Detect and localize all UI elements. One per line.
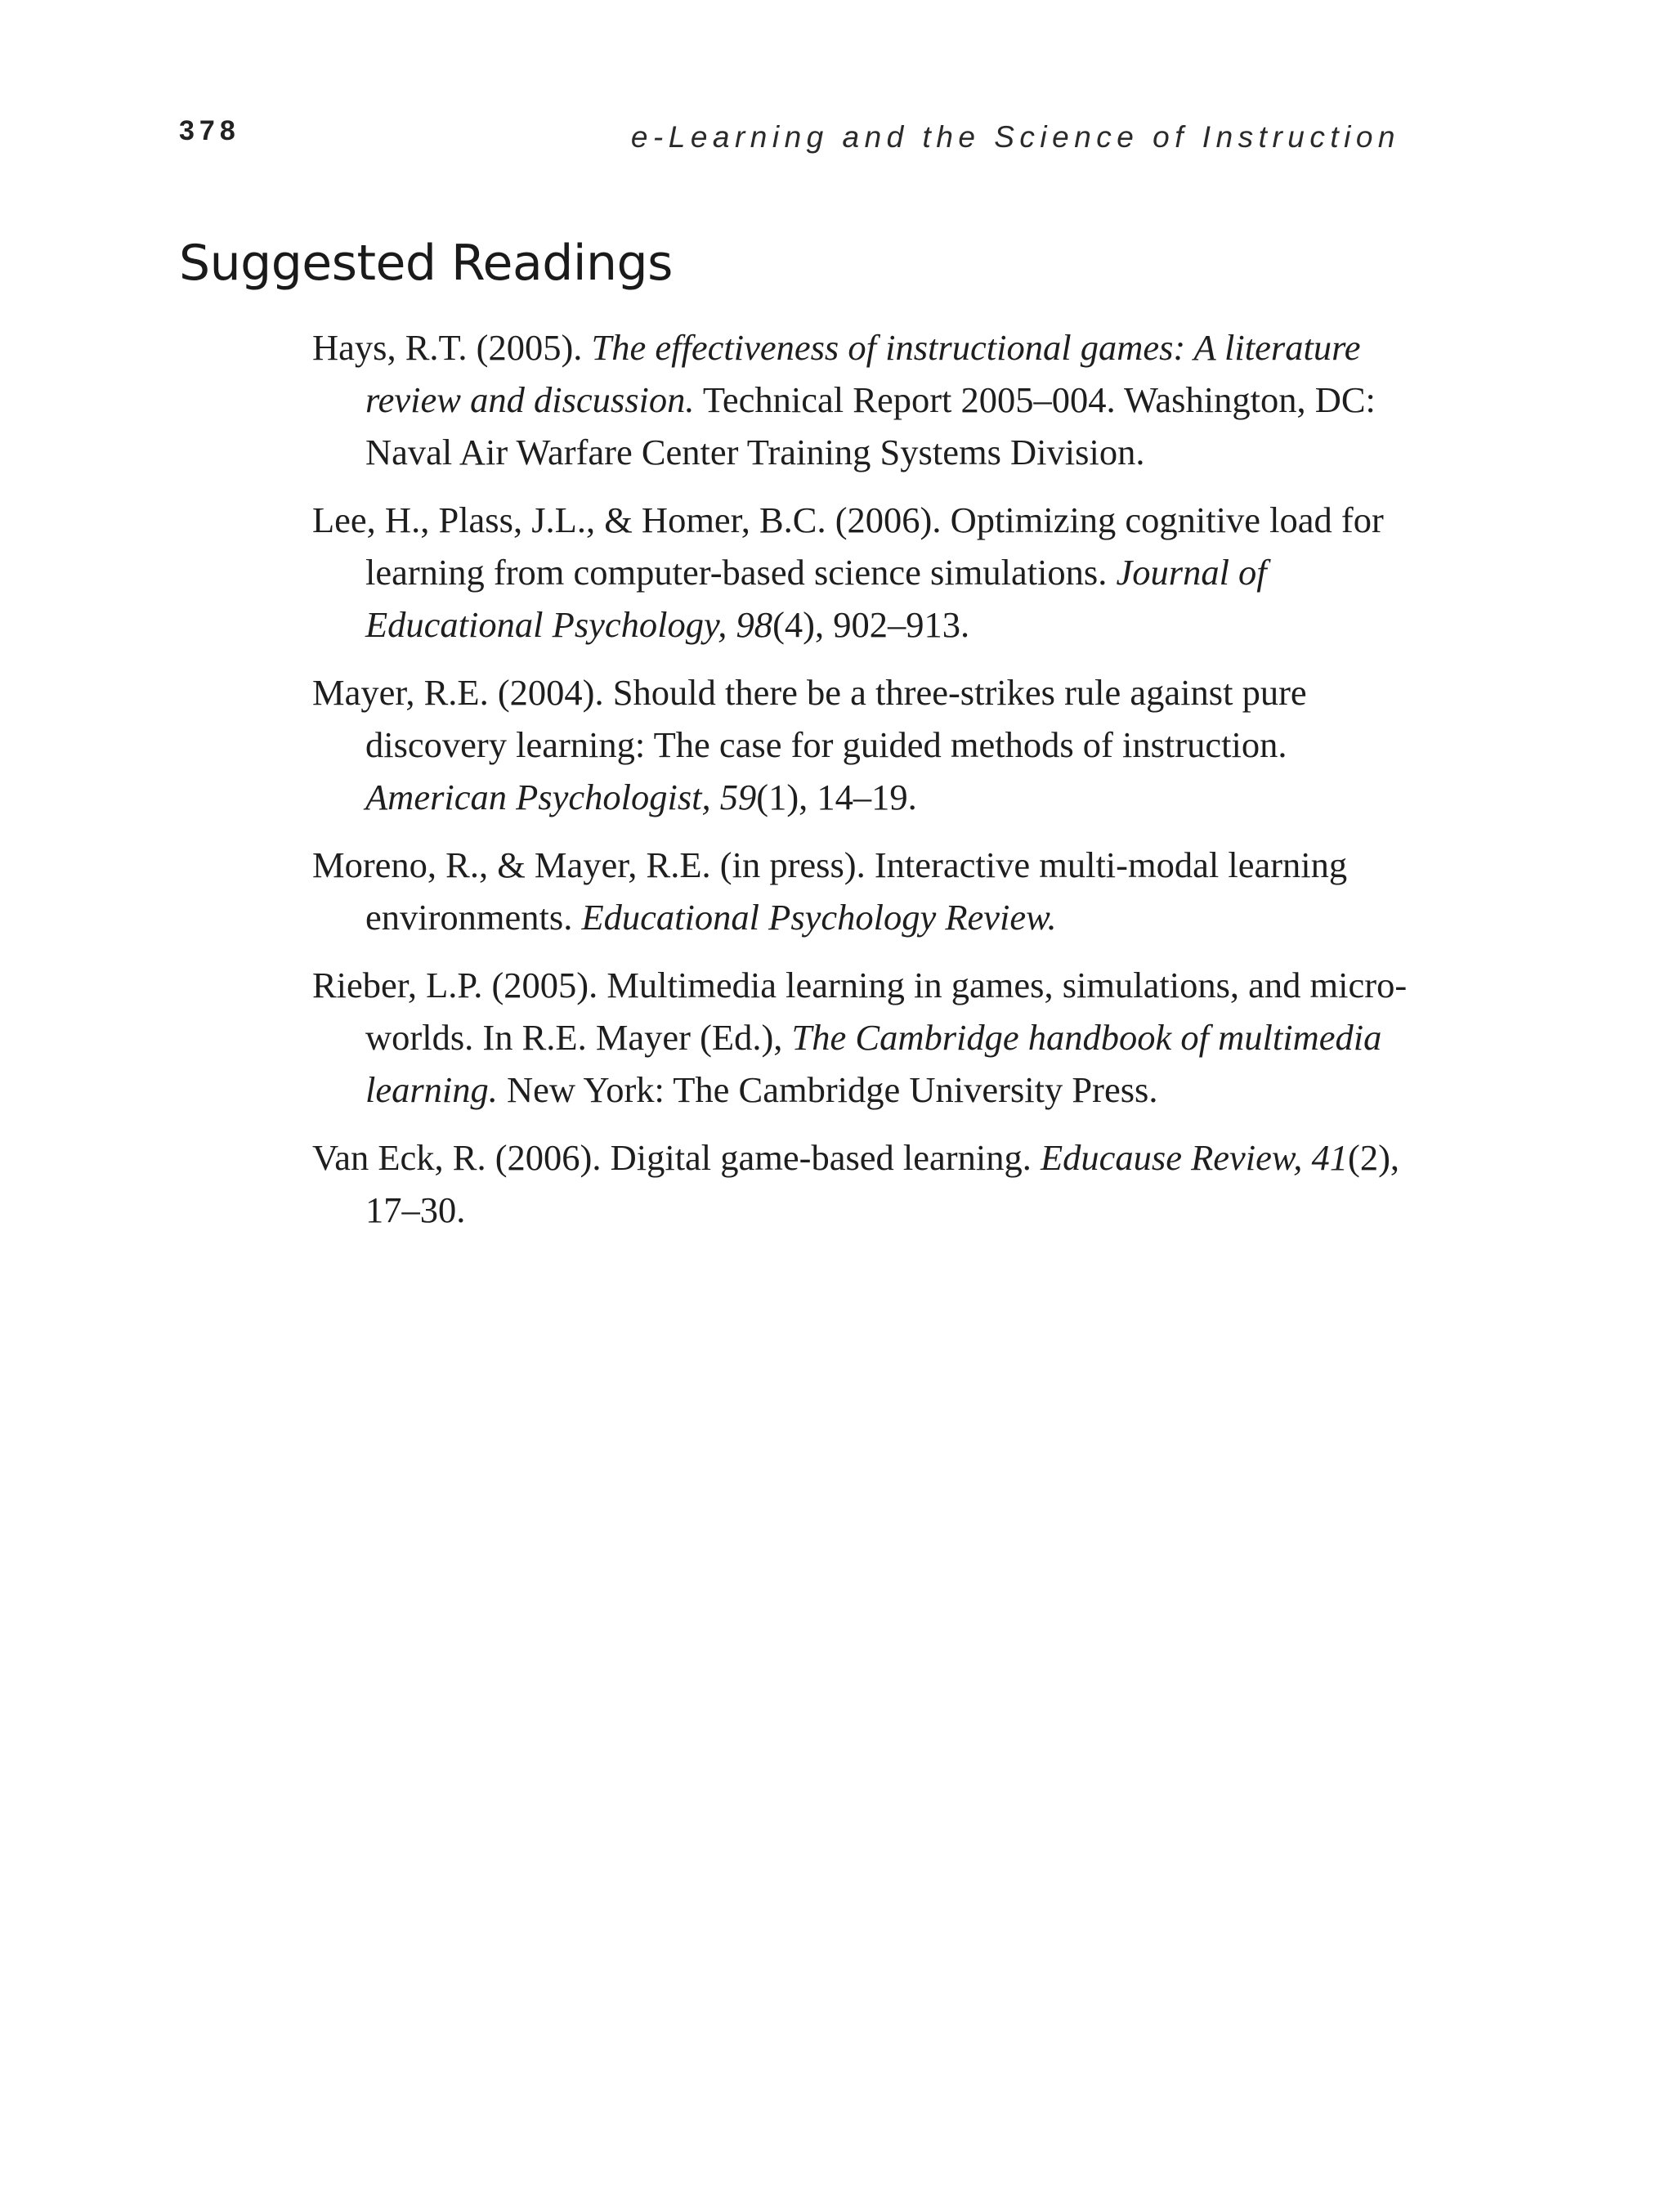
- reference-item-hays: [312, 321, 1408, 478]
- reference-journal: American Psychologist, 59: [365, 777, 757, 817]
- running-head: e-Learning and the Science of Instruction: [630, 120, 1400, 154]
- section-title: Suggested Readings: [179, 235, 673, 292]
- reference-authors: Rieber, L.P. (2005). Multimedia learning in games, simulations, and micro-worlds. In R.E. Mayer (Ed.),: [312, 965, 1408, 1058]
- reference-authors: Hays, R.T. (2005).: [312, 327, 592, 368]
- reference-pages: (1), 14–19.: [756, 777, 917, 817]
- reference-pages: (2), 17–30.: [365, 1137, 1400, 1230]
- reference-title: The effectiveness of instructional games: A literature review and discussion.: [365, 327, 1361, 420]
- reference-publisher: New York: The Cambridge University Press.: [497, 1069, 1158, 1110]
- reference-authors: Moreno, R., & Mayer, R.E. (in press). Interactive multi-modal learning environments.: [312, 844, 1348, 938]
- reference-authors: Lee, H., Plass, J.L., & Homer, B.C. (2006). Optimizing cognitive load for learning from computer-based science simulations.: [312, 499, 1384, 593]
- reference-journal: Educause Review, 41: [1040, 1137, 1349, 1178]
- reference-authors: Mayer, R.E. (2004). Should there be a three-strikes rule against pure discovery learning: The case for guided methods of instruction.: [312, 672, 1307, 765]
- reference-list: [312, 321, 1408, 1252]
- reference-title: The Cambridge handbook of multimedia learning.: [365, 1017, 1382, 1110]
- reference-item-lee: [312, 494, 1408, 651]
- reference-item-rieber: [312, 959, 1408, 1116]
- reference-journal: Journal of Educational Psychology, 98: [365, 552, 1267, 645]
- reference-item-moreno: [312, 839, 1408, 943]
- reference-authors: Van Eck, R. (2006). Digital game-based learning.: [312, 1137, 1041, 1178]
- reference-journal: Educational Psychology Review.: [581, 897, 1057, 938]
- page-number: 378: [179, 115, 240, 146]
- reference-item-van-eck: [312, 1131, 1408, 1236]
- reference-pages: (4), 902–913.: [772, 604, 970, 645]
- reference-item-mayer: [312, 666, 1408, 823]
- reference-publisher: Technical Report 2005–004. Washington, DC: Naval Air Warfare Center Training Systems Division.: [365, 379, 1376, 472]
